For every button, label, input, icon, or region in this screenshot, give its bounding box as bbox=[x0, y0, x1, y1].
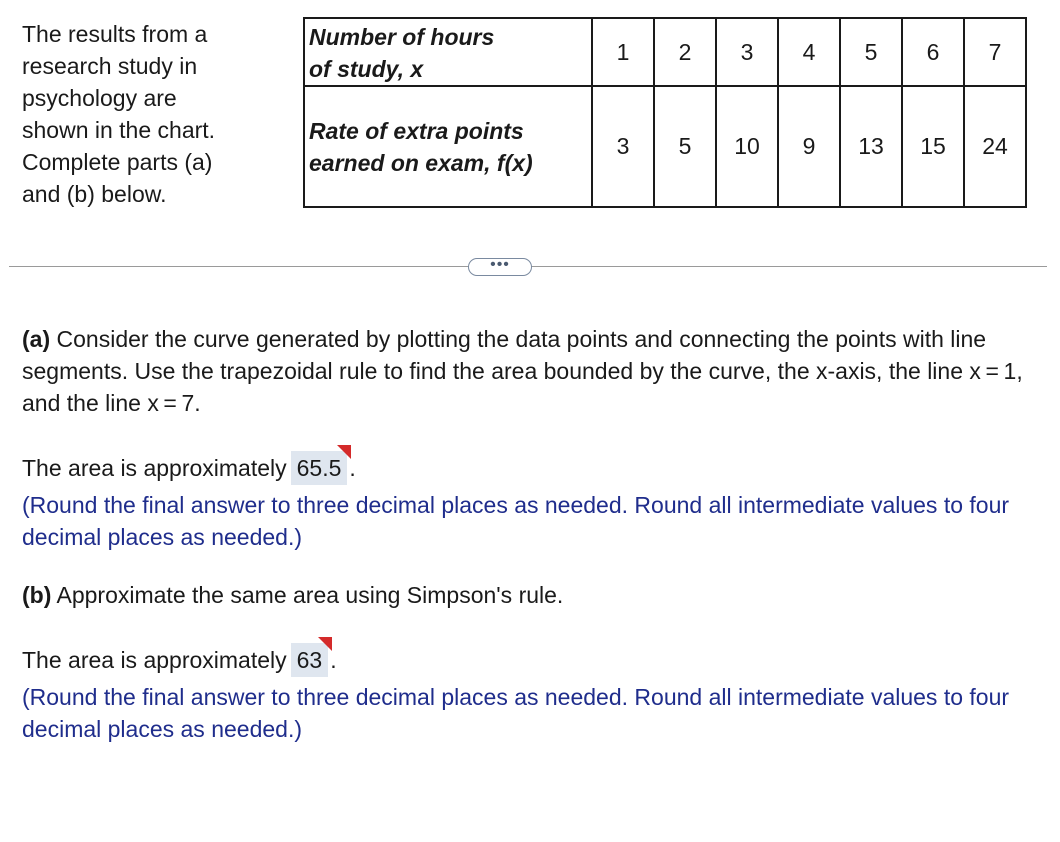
part-b-answer-field[interactable] bbox=[291, 643, 329, 677]
answer-value: 65.5 bbox=[296, 455, 342, 481]
part-a-label: (a) bbox=[22, 326, 51, 352]
part-b-rounding-hint: (Round the final answer to three decimal places as needed. Round all intermediate values to four decimal places as needed.) bbox=[22, 684, 1010, 742]
answer-value: 63 bbox=[296, 647, 323, 673]
part-b-label: (b) bbox=[22, 582, 52, 608]
part-a-text: Consider the curve generated by plotting the data points and connecting the points with line segments. Use the trapezoidal rule to find the area bounded by the curve, the x-axis, the line x = 1, and the line x = 7. bbox=[22, 326, 1023, 416]
expand-more-button[interactable]: ••• bbox=[468, 258, 532, 276]
table-cell-f: 9 bbox=[778, 86, 840, 207]
part-a-answer-line bbox=[22, 451, 356, 485]
table-row-rate bbox=[304, 86, 1026, 207]
part-b-question bbox=[22, 579, 563, 611]
table-cell-f: 13 bbox=[840, 86, 902, 207]
part-a-question bbox=[22, 323, 1032, 419]
table-cell-f: 24 bbox=[964, 86, 1026, 207]
table-cell-x: 3 bbox=[716, 18, 778, 86]
data-table bbox=[303, 17, 1027, 208]
table-cell-x: 1 bbox=[592, 18, 654, 86]
problem-intro: The results from a research study in psychology are shown in the chart. Complete parts (a) and (b) below. bbox=[22, 21, 216, 207]
table-cell-x: 4 bbox=[778, 18, 840, 86]
table-cell-x: 5 bbox=[840, 18, 902, 86]
table-cell-x: 2 bbox=[654, 18, 716, 86]
incorrect-flag-icon bbox=[318, 637, 332, 651]
part-b-answer-line bbox=[22, 643, 337, 677]
table-cell-f: 3 bbox=[592, 86, 654, 207]
part-b-text: Approximate the same area using Simpson's rule. bbox=[51, 582, 564, 608]
table-cell-f: 5 bbox=[654, 86, 716, 207]
table-row-hours bbox=[304, 18, 1026, 86]
row-header-hours: Number of hours of study, x bbox=[304, 18, 592, 86]
incorrect-flag-icon bbox=[337, 445, 351, 459]
answer-suffix: . bbox=[330, 647, 337, 673]
part-a-rounding-hint: (Round the final answer to three decimal places as needed. Round all intermediate values to four decimal places as needed.) bbox=[22, 492, 1010, 550]
table-cell-f: 15 bbox=[902, 86, 964, 207]
answer-prefix: The area is approximately bbox=[22, 647, 287, 673]
answer-suffix: . bbox=[349, 455, 356, 481]
row-header-rate: Rate of extra points earned on exam, f(x) bbox=[304, 86, 592, 207]
table-cell-x: 6 bbox=[902, 18, 964, 86]
answer-prefix: The area is approximately bbox=[22, 455, 287, 481]
table-cell-f: 10 bbox=[716, 86, 778, 207]
part-a-answer-field[interactable] bbox=[291, 451, 348, 485]
table-cell-x: 7 bbox=[964, 18, 1026, 86]
